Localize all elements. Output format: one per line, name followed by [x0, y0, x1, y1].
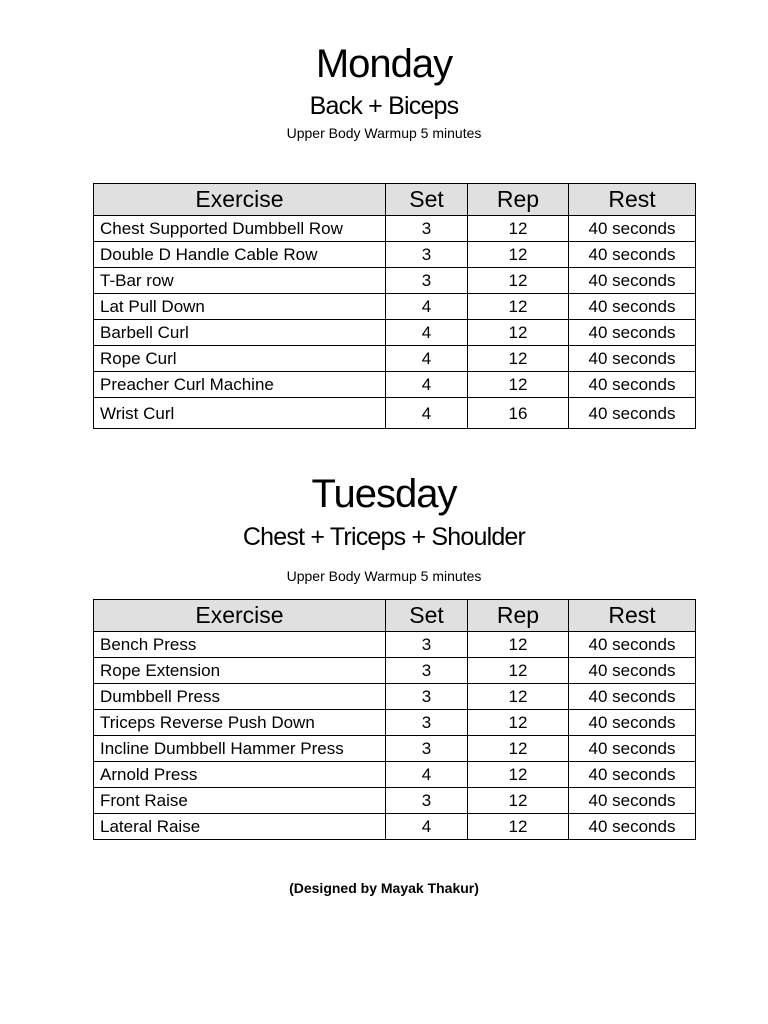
header-rep: Rep [468, 184, 569, 216]
rep-cell: 12 [468, 346, 569, 372]
exercise-cell: Bench Press [94, 632, 386, 658]
rest-cell: 40 seconds [569, 242, 696, 268]
table-row [94, 372, 696, 398]
rep-cell: 12 [468, 788, 569, 814]
rep-cell: 12 [468, 684, 569, 710]
set-cell: 4 [386, 762, 468, 788]
table-row [94, 684, 696, 710]
tuesday-subtitle: Chest + Triceps + Shoulder [242, 523, 526, 551]
table-row [94, 216, 696, 242]
set-cell: 4 [386, 814, 468, 840]
set-cell: 3 [386, 684, 468, 710]
rest-cell: 40 seconds [569, 658, 696, 684]
monday-warmup: Upper Body Warmup 5 minutes [286, 125, 482, 141]
exercise-cell: Lateral Raise [94, 814, 386, 840]
exercise-cell: Arnold Press [94, 762, 386, 788]
table-row [94, 736, 696, 762]
exercise-cell: Rope Curl [94, 346, 386, 372]
rest-cell: 40 seconds [569, 684, 696, 710]
rest-cell: 40 seconds [569, 710, 696, 736]
table-row [94, 814, 696, 840]
rep-cell: 12 [468, 632, 569, 658]
set-cell: 3 [386, 736, 468, 762]
rep-cell: 16 [468, 398, 569, 429]
set-cell: 3 [386, 632, 468, 658]
rep-cell: 12 [468, 242, 569, 268]
rep-cell: 12 [468, 736, 569, 762]
table-row [94, 762, 696, 788]
rest-cell: 40 seconds [569, 346, 696, 372]
table-row [94, 268, 696, 294]
set-cell: 4 [386, 320, 468, 346]
designer-credit: (Designed by Mayak Thakur) [289, 880, 479, 896]
monday-table [93, 183, 696, 429]
tuesday-table [93, 599, 696, 840]
rep-cell: 12 [468, 658, 569, 684]
rest-cell: 40 seconds [569, 736, 696, 762]
exercise-cell: Triceps Reverse Push Down [94, 710, 386, 736]
rest-cell: 40 seconds [569, 294, 696, 320]
exercise-cell: Dumbbell Press [94, 684, 386, 710]
exercise-cell: Lat Pull Down [94, 294, 386, 320]
set-cell: 3 [386, 788, 468, 814]
rep-cell: 12 [468, 710, 569, 736]
table-row [94, 346, 696, 372]
table-row [94, 658, 696, 684]
rep-cell: 12 [468, 294, 569, 320]
rep-cell: 12 [468, 268, 569, 294]
set-cell: 4 [386, 346, 468, 372]
set-cell: 3 [386, 710, 468, 736]
table-row [94, 320, 696, 346]
header-set: Set [386, 184, 468, 216]
exercise-cell: Double D Handle Cable Row [94, 242, 386, 268]
header-rest: Rest [569, 600, 696, 632]
rest-cell: 40 seconds [569, 814, 696, 840]
rep-cell: 12 [468, 372, 569, 398]
header-set: Set [386, 600, 468, 632]
table-row [94, 294, 696, 320]
exercise-cell: T-Bar row [94, 268, 386, 294]
exercise-cell: Chest Supported Dumbbell Row [94, 216, 386, 242]
table-row [94, 710, 696, 736]
header-exercise: Exercise [94, 600, 386, 632]
exercise-cell: Barbell Curl [94, 320, 386, 346]
rep-cell: 12 [468, 814, 569, 840]
tuesday-warmup: Upper Body Warmup 5 minutes [286, 568, 482, 584]
set-cell: 4 [386, 294, 468, 320]
exercise-cell: Wrist Curl [94, 398, 386, 429]
monday-title: Monday [315, 42, 453, 86]
rep-cell: 12 [468, 320, 569, 346]
rest-cell: 40 seconds [569, 398, 696, 429]
set-cell: 4 [386, 398, 468, 429]
header-rep: Rep [468, 600, 569, 632]
rest-cell: 40 seconds [569, 762, 696, 788]
set-cell: 3 [386, 268, 468, 294]
table-row [94, 398, 696, 429]
header-rest: Rest [569, 184, 696, 216]
rest-cell: 40 seconds [569, 320, 696, 346]
set-cell: 3 [386, 658, 468, 684]
rep-cell: 12 [468, 762, 569, 788]
monday-subtitle: Back + Biceps [309, 92, 459, 120]
exercise-cell: Incline Dumbbell Hammer Press [94, 736, 386, 762]
rest-cell: 40 seconds [569, 788, 696, 814]
rest-cell: 40 seconds [569, 268, 696, 294]
table-row [94, 242, 696, 268]
rest-cell: 40 seconds [569, 216, 696, 242]
table-row [94, 632, 696, 658]
table-header-row [94, 184, 696, 216]
rest-cell: 40 seconds [569, 632, 696, 658]
rest-cell: 40 seconds [569, 372, 696, 398]
table-header-row [94, 600, 696, 632]
set-cell: 3 [386, 242, 468, 268]
table-row [94, 788, 696, 814]
exercise-cell: Rope Extension [94, 658, 386, 684]
header-exercise: Exercise [94, 184, 386, 216]
set-cell: 4 [386, 372, 468, 398]
set-cell: 3 [386, 216, 468, 242]
exercise-cell: Front Raise [94, 788, 386, 814]
tuesday-title: Tuesday [311, 472, 457, 516]
rep-cell: 12 [468, 216, 569, 242]
exercise-cell: Preacher Curl Machine [94, 372, 386, 398]
